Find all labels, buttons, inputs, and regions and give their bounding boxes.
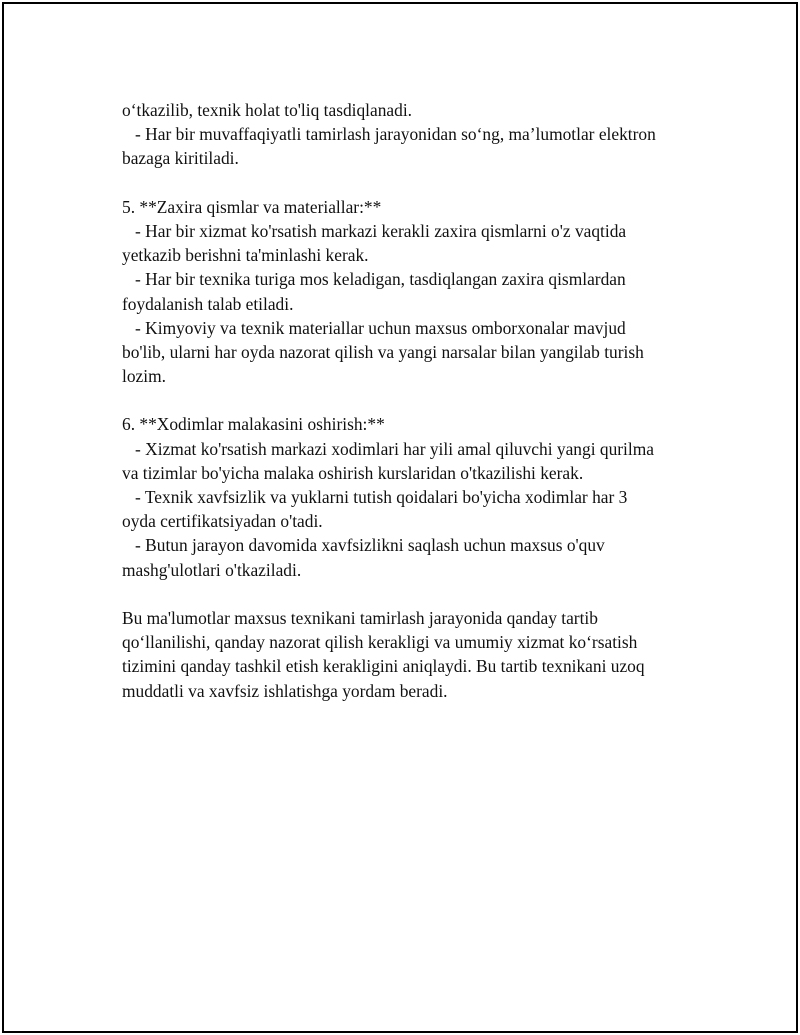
text-line: oyda certifikatsiyadan o'tadi. <box>122 511 323 532</box>
text-line: bo'lib, ularni har oyda nazorat qilish va yangi narsalar bilan yangilab turish <box>122 341 644 362</box>
paragraph-spacer <box>122 582 712 606</box>
text-line: - Texnik xavfsizlik va yuklarni tutish qoidalari bo'yicha xodimlar har 3 <box>122 487 628 507</box>
text-line: o‘tkazilib, texnik holat to'liq tasdiqlanadi. <box>122 100 413 120</box>
text-line: yetkazib berishni ta'minlashi kerak. <box>122 245 369 266</box>
section-heading: 6. **Xodimlar malakasini oshirish:** <box>122 414 385 435</box>
document-body <box>122 98 712 703</box>
text-line: qo‘llanilishi, qanday nazorat qilish kerakligi va umumiy xizmat ko‘rsatish <box>122 632 638 653</box>
section-spare-parts <box>122 195 712 389</box>
text-line: - Kimyoviy va texnik materiallar uchun maxsus omborxonalar mavjud <box>122 317 626 338</box>
text-line: lozim. <box>122 366 166 387</box>
text-line: Bu ma'lumotlar maxsus texnikani tamirlash jarayonida qanday tartib <box>122 607 598 628</box>
text-line: muddatli va xavfsiz ishlatishga yordam beradi. <box>122 680 448 701</box>
paragraph-continuation <box>122 98 712 171</box>
paragraph-spacer <box>122 171 712 195</box>
text-line: bazaga kiritiladi. <box>122 148 239 169</box>
text-line: va tizimlar bo'yicha malaka oshirish kurslaridan o'tkazilishi kerak. <box>122 462 584 483</box>
text-line: - Xizmat ko'rsatish markazi xodimlari har yili amal qiluvchi yangi qurilma <box>122 438 654 459</box>
conclusion-paragraph <box>122 606 712 703</box>
text-line: - Har bir xizmat ko'rsatish markazi kerakli zaxira qismlarni o'z vaqtida <box>122 220 627 241</box>
text-line: - Butun jarayon davomida xavfsizlikni saqlash uchun maxsus o'quv <box>122 535 605 556</box>
text-line: mashg'ulotlari o'tkaziladi. <box>122 559 302 580</box>
text-line: - Har bir muvaffaqiyatli tamirlash jarayonidan so‘ng, ma’lumotlar elektron <box>122 124 656 145</box>
text-line: tizimini qanday tashkil etish kerakligini aniqlaydi. Bu tartib texnikani uzoq <box>122 656 645 677</box>
text-line: foydalanish talab etiladi. <box>122 293 294 314</box>
paragraph-spacer <box>122 388 712 412</box>
section-heading: 5. **Zaxira qismlar va materiallar:** <box>122 196 382 217</box>
section-staff-training <box>122 412 712 581</box>
text-line: - Har bir texnika turiga mos keladigan, tasdiqlangan zaxira qismlardan <box>122 269 626 290</box>
page-frame <box>2 2 798 1033</box>
